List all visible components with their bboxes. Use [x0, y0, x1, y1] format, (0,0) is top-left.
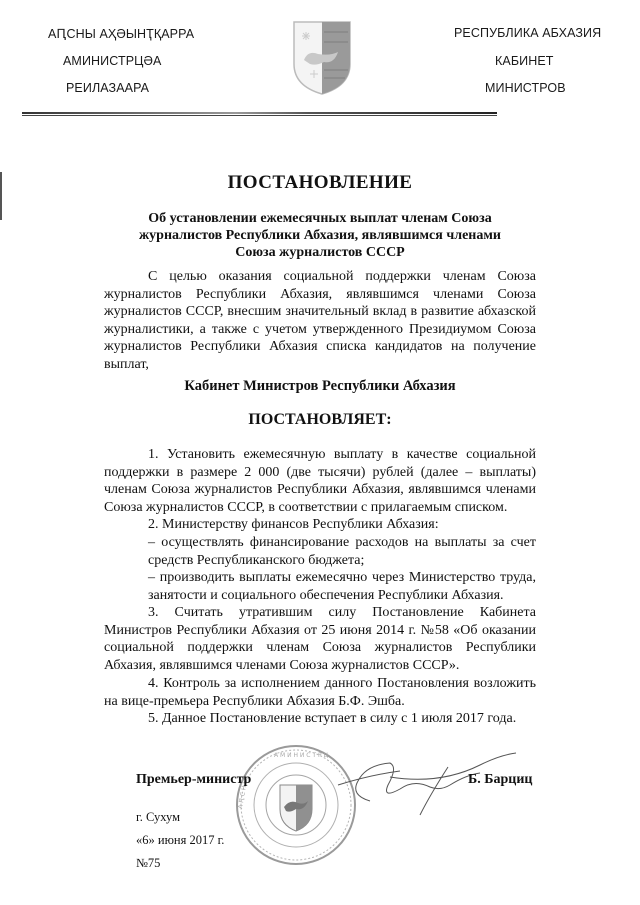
issuer: Кабинет Министров Республики Абхазия — [184, 378, 456, 394]
item-2: 2. Министерству финансов Республики Абхазия: — [148, 517, 439, 532]
header-right-line-3: МИНИСТРОВ — [485, 81, 566, 95]
header-right-line-2: КАБИНЕТ — [495, 54, 554, 68]
header-left-line-1: АԤСНЫ АҲӘЫНҬҚАРРА — [48, 27, 195, 41]
header-divider-thin — [22, 115, 497, 116]
resolves-heading: ПОСТАНОВЛЯЕТ: — [248, 411, 392, 428]
coat-of-arms-icon — [290, 18, 354, 96]
svg-text:А М И Н И С Т Р Ц: А М И Н И С Т Р Ц — [274, 752, 329, 759]
signatory-name: Б. Барциц — [468, 772, 533, 787]
item-1: 1. Установить ежемесячную выплату в качестве социальной поддержки в размере 2 000 (две тысячи) рублей (далее – выплаты) членам Союза журналистов Республики Абхазия, являвшимся членами Союза журналистов СССР, в соответствии с прилагаемым списком. — [104, 447, 536, 515]
header-right-line-1: РЕСПУБЛИКА АБХАЗИЯ — [454, 26, 602, 40]
header-divider — [22, 112, 497, 114]
header-left-line-2: АМИНИСТРЦӘА — [63, 54, 162, 68]
item-2-subitem-2: – производить выплаты ежемесячно через Министерство труда, занятости и социального обеспечения Республики Абхазия. — [148, 570, 536, 603]
signatory-position: Премьер-министр — [136, 772, 252, 787]
item-4: 4. Контроль за исполнением данного Постановления возложить на вице-премьера Республики Абхазия Б.Ф. Эшба. — [104, 676, 536, 709]
document-number: №75 — [136, 856, 161, 870]
item-2-subitem-1: – осуществлять финансирование расходов на выплаты за счет средств Республиканского бюджета; — [148, 535, 536, 568]
city: г. Сухум — [136, 810, 181, 824]
document-subtitle: Об установлении ежемесячных выплат членам Союза журналистов Республики Абхазия, являвшимся членами Союза журналистов СССР — [139, 211, 501, 260]
document-title: ПОСТАНОВЛЕНИЕ — [227, 172, 413, 193]
header-left-line-3: РЕИЛАЗААРА — [66, 81, 150, 95]
item-3: 3. Считать утратившим силу Постановление Кабинета Министров Республики Абхазия от 25 июня 2014 г. №58 «Об оказании социальной поддержки членам Союза журналистов Республики Абхазия, являвшимся членами Союза журналистов СССР». — [104, 605, 536, 673]
item-5: 5. Данное Постановление вступает в силу с 1 июля 2017 года. — [148, 711, 517, 726]
preamble: С целью оказания социальной поддержки членам Союза журналистов Республики Абхазия, являвшимся членами Союза журналистов СССР, внесшим значительный вклад в развитие абхазской журналистики, а также с учетом утвержденного Президиумом Союза журналистов Республики Абхазия списка кандидатов на получение выплат, — [104, 269, 536, 372]
svg-text:А Ԥ С Н Ы: А Ԥ С Н Ы — [237, 778, 250, 810]
date: «6» июня 2017 г. — [136, 833, 225, 847]
